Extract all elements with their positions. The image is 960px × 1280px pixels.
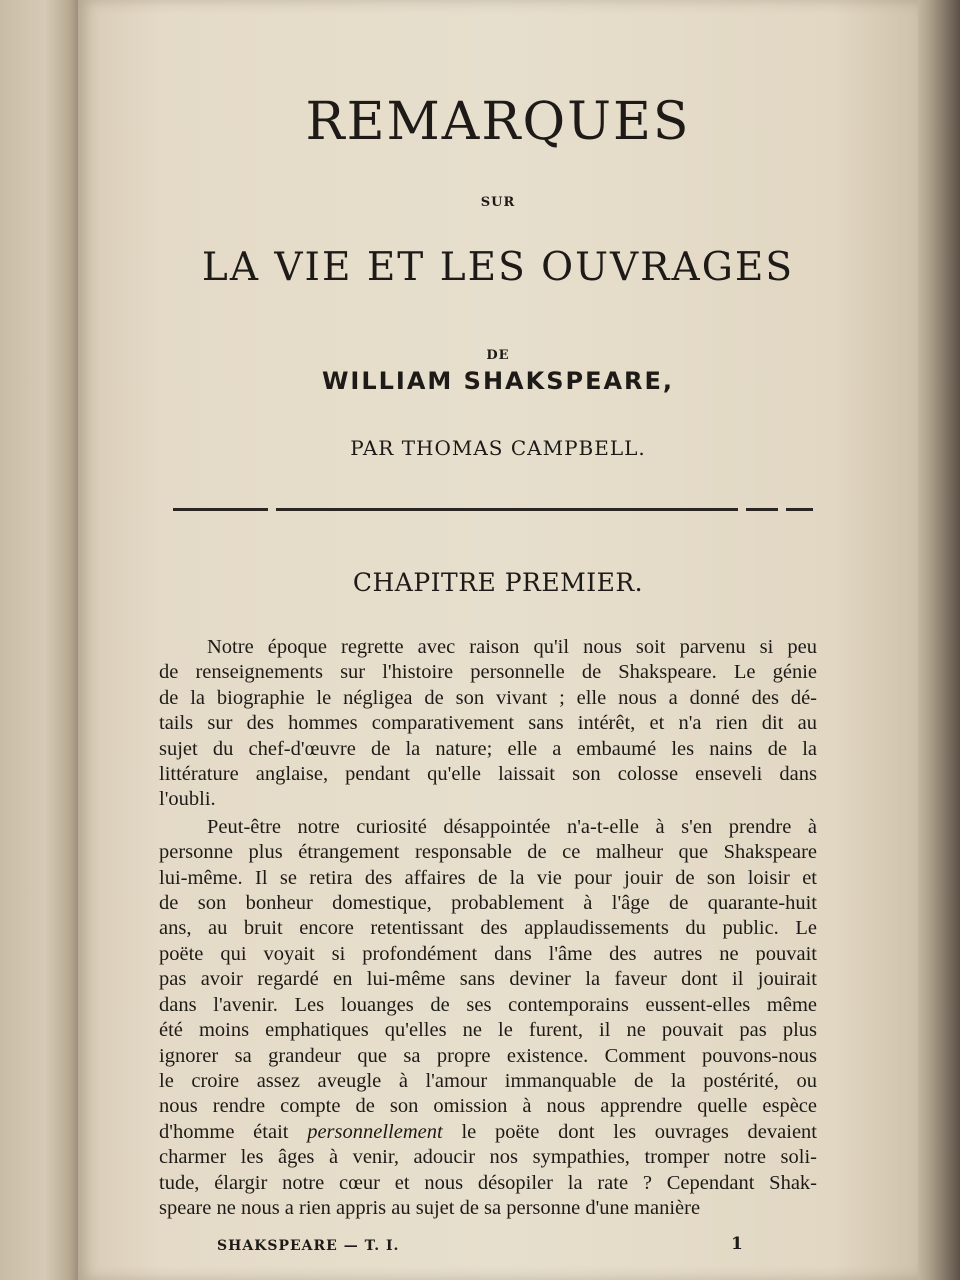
text-line: de la biographie le négligea de son vivant ; elle nous a donné des dé-: [159, 686, 817, 709]
paragraph: [159, 815, 817, 1222]
left-page-edge: [0, 0, 82, 1280]
text-line: Notre époque regrette avec raison qu'il nous soit parvenu si peu: [207, 636, 817, 658]
text-line: poëte qui voyait si profondément dans l'âme des autres ne pouvait: [159, 942, 817, 965]
text-line: pas avoir regardé en lui-même sans deviner la faveur dont il jouirait: [159, 968, 817, 991]
text-line: tude, élargir notre cœur et nous désopiler la rate ? Cependant Shak-: [159, 1171, 817, 1194]
text-line: sujet du chef-d'œuvre de la nature; elle a embaumé les nains de la: [159, 737, 817, 760]
author-name: WILLIAM SHAKSPEARE,: [321, 367, 675, 395]
rule-gap: [738, 505, 746, 511]
rule-gap: [268, 505, 276, 511]
text-line: nous rendre compte de son omission à nous apprendre quelle espèce: [159, 1095, 817, 1118]
text-line: le croire assez aveugle à l'amour immanquable de la postérité, ou: [159, 1069, 817, 1092]
page-number: 1: [731, 1234, 743, 1254]
text-line: speare ne nous a rien appris au sujet de sa personne d'une manière: [159, 1196, 701, 1219]
text-line: de son bonheur domestique, probablement à l'âge de quarante-huit: [159, 892, 817, 915]
text-line: personne plus étrangement responsable de ce malheur que Shakspeare: [159, 841, 817, 864]
text-line: l'oubli.: [159, 788, 216, 811]
text-line: tails sur des hommes comparativement sans intérêt, et n'a rien dit au: [159, 712, 817, 735]
rule-gap: [778, 505, 786, 511]
text-line: été moins emphatiques qu'elles ne le furent, il ne pouvait pas plus: [159, 1019, 817, 1042]
text-line: dans l'avenir. Les louanges de ses contemporains eussent-elles même: [159, 993, 817, 1016]
title-connector-de: DE: [486, 348, 510, 363]
text-line: de renseignements sur l'histoire personnelle de Shakspeare. Le génie: [159, 661, 817, 684]
title: REMARQUES: [305, 92, 691, 152]
paragraph: [159, 635, 817, 813]
text-line: ignorer sa grandeur que sa propre existence. Comment pouvons-nous: [159, 1044, 817, 1067]
chapter-heading: CHAPITRE PREMIER.: [352, 568, 644, 597]
text-line: Peut-être notre curiosité désappointée n'a-t-elle à s'en prendre à: [207, 815, 817, 838]
text-line: lui-même. Il se retira des affaires de la vie pour jouir de son loisir et: [159, 866, 817, 889]
text-line: d'homme était personnellement le poëte dont les ouvrages devaient: [159, 1120, 817, 1143]
subtitle: LA VIE ET LES OUVRAGES: [201, 245, 795, 290]
body-text: [159, 635, 817, 1223]
running-footer: SHAKSPEARE — T. I.: [217, 1238, 400, 1254]
text-line: ans, au bruit encore retentissant des applaudissements du public. Le: [159, 917, 817, 940]
title-connector-sur: SUR: [480, 195, 516, 210]
right-page-edge: [912, 0, 960, 1280]
book-page: [78, 0, 918, 1280]
byline: PAR THOMAS CAMPBELL.: [350, 436, 646, 460]
text-line: charmer les âges à venir, adoucir nos sympathies, tromper notre soli-: [159, 1146, 817, 1169]
text-line: littérature anglaise, pendant qu'elle laissait son colosse enseveli dans: [159, 763, 817, 786]
